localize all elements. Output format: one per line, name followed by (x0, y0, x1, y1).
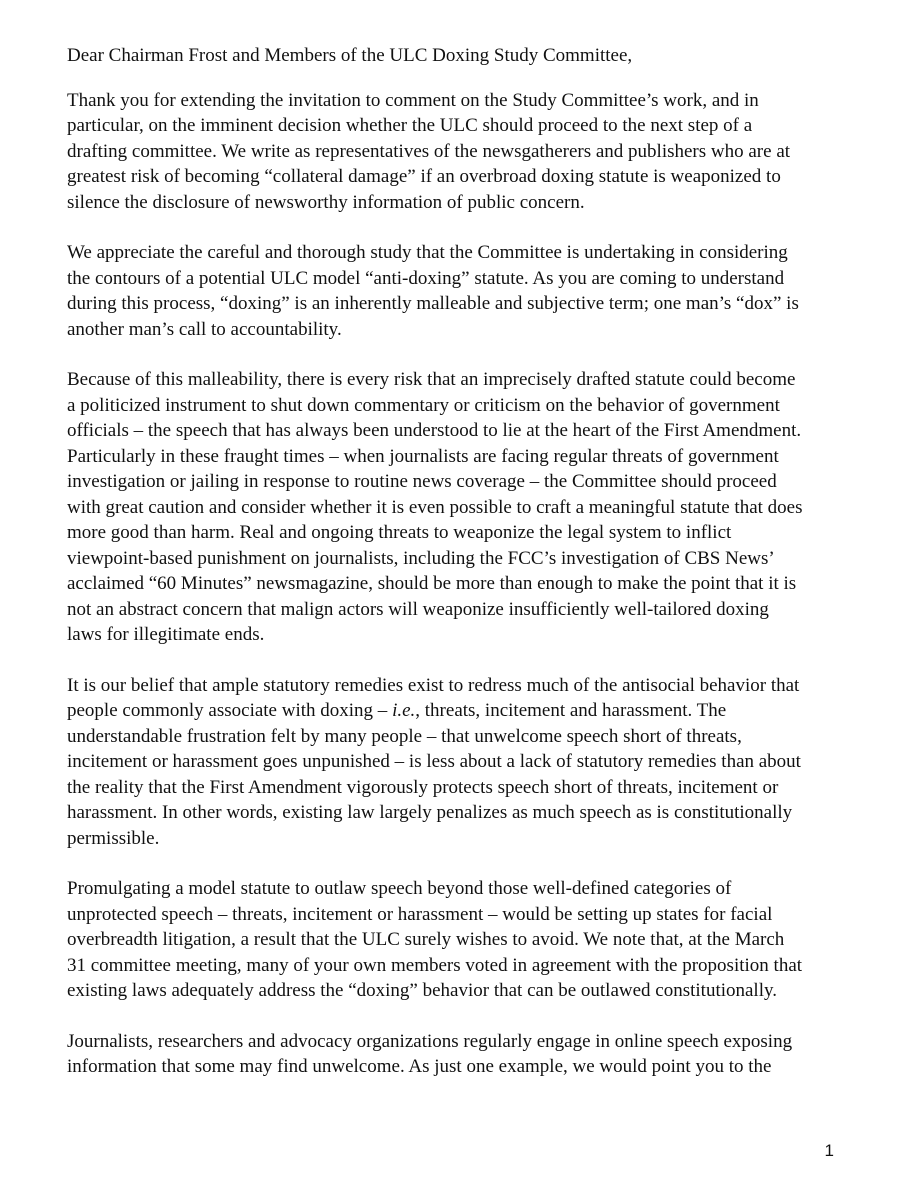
text-line: permissible. (67, 827, 160, 849)
text-line: the reality that the First Amendment vigorously protects speech short of threats, incitement or (67, 776, 779, 798)
text-line (67, 698, 857, 724)
text-fragment: people commonly associate with doxing – (67, 700, 393, 721)
text-line: not an abstract concern that malign actors will weaponize insufficiently well-tailored doxing (67, 598, 769, 620)
paragraph-3 (67, 367, 857, 648)
italic-abbreviation: i.e. (392, 700, 416, 721)
text-line: Promulgating a model statute to outlaw speech beyond those well-defined categories of (67, 878, 732, 899)
paragraph-1 (67, 88, 857, 216)
text-line: We appreciate the careful and thorough study that the Committee is undertaking in considering (67, 242, 788, 263)
page-number: 1 (824, 1141, 834, 1160)
text-line: viewpoint-based punishment on journalists, including the FCC’s investigation of CBS News’ (67, 547, 775, 569)
text-line: with great caution and consider whether it is even possible to craft a meaningful statute that does (67, 496, 803, 518)
text-line: drafting committee. We write as representatives of the newsgatherers and publishers who are at (67, 140, 791, 162)
paragraph-6 (67, 1029, 857, 1080)
text-line: during this process, “doxing” is an inherently malleable and subjective term; one man’s “dox” is (67, 293, 799, 314)
text-line: overbreadth litigation, a result that the ULC surely wishes to avoid. We note that, at the March (67, 929, 785, 950)
text-line: information that some may find unwelcome. As just one example, we would point you to the (67, 1056, 772, 1077)
text-line: greatest risk of becoming “collateral damage” if an overbroad doxing statute is weaponized to (67, 166, 781, 187)
paragraph-5 (67, 876, 857, 1004)
paragraph-4 (67, 673, 857, 852)
text-line: unprotected speech – threats, incitement or harassment – would be setting up states for facial (67, 903, 773, 925)
text-line: a politicized instrument to shut down commentary or criticism on the behavior of government (67, 394, 780, 416)
text-line: acclaimed “60 Minutes” newsmagazine, should be more than enough to make the point that it is (67, 573, 797, 594)
text-line: more good than harm. Real and ongoing threats to weaponize the legal system to inflict (67, 522, 732, 543)
text-line: Journalists, researchers and advocacy organizations regularly engage in online speech exposing (67, 1030, 793, 1052)
text-line: the contours of a potential ULC model “anti-doxing” statute. As you are coming to understand (67, 267, 785, 289)
salutation: Dear Chairman Frost and Members of the ULC Doxing Study Committee, (67, 45, 633, 66)
text-line: incitement or harassment goes unpunished – is less about a lack of statutory remedies than about (67, 751, 801, 772)
text-line: Particularly in these fraught times – when journalists are facing regular threats of government (67, 445, 779, 467)
text-line: Because of this malleability, there is every risk that an imprecisely drafted statute could become (67, 369, 796, 390)
text-line: 31 committee meeting, many of your own members voted in agreement with the proposition that (67, 954, 803, 976)
text-line: silence the disclosure of newsworthy information of public concern. (67, 191, 585, 213)
text-line: existing laws adequately address the “doxing” behavior that can be outlawed constitutionally. (67, 980, 778, 1001)
text-line: harassment. In other words, existing law largely penalizes as much speech as is constitutionally (67, 802, 793, 823)
letter-body (67, 43, 857, 1080)
text-line: Thank you for extending the invitation to comment on the Study Committee’s work, and in (67, 89, 759, 111)
text-fragment: , threats, incitement and harassment. The (415, 700, 727, 721)
text-line: officials – the speech that has always been understood to lie at the heart of the First Amendment. (67, 420, 802, 441)
text-line: another man’s call to accountability. (67, 318, 342, 340)
text-line: It is our belief that ample statutory remedies exist to redress much of the antisocial behavior that (67, 674, 800, 696)
text-line: understandable frustration felt by many people – that unwelcome speech short of threats, (67, 725, 742, 747)
text-line: particular, on the imminent decision whether the ULC should proceed to the next step of a (67, 115, 753, 136)
paragraph-2 (67, 240, 857, 342)
text-line: laws for illegitimate ends. (67, 624, 265, 645)
text-line: investigation or jailing in response to routine news coverage – the Committee should proceed (67, 471, 777, 492)
